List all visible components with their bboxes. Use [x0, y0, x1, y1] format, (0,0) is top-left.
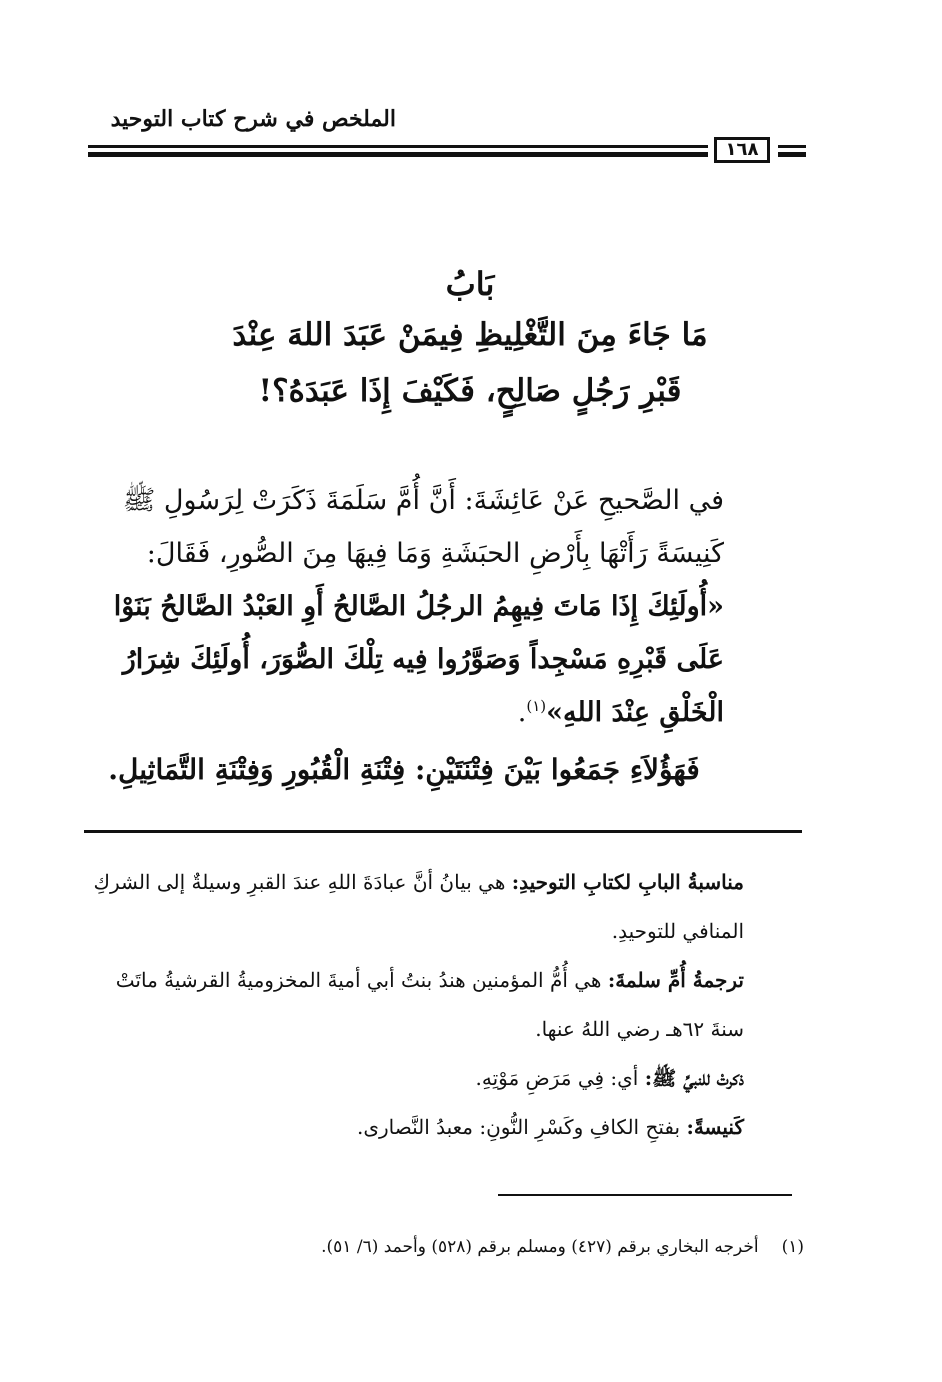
hadith-intro: في الصَّحيحِ عَنْ عَائِشَةَ: أَنَّ أُمَّ سَلَمَةَ ذَكَرَتْ لِرَسُولِ ﷺ كَنِيسَةً رَأَتْهَا بِأَرْضِ الحبَشَةِ وَمَا فِيهَا مِنَ الصُّورِ، فَقَالَ: [122, 485, 724, 569]
commentary-text: هي بيانُ أنَّ عبادَةَ اللهِ عندَ القبرِ وسيلةٌ إلى الشركِ المنافي للتوحيدِ. [93, 870, 744, 943]
header-rule-thin [88, 145, 708, 148]
commentary-item [84, 858, 744, 956]
commentary-term: ترجمةُ أُمِّ سلمةَ: [607, 968, 744, 992]
running-title: الملخص في شرح كتاب التوحيد [110, 106, 396, 132]
hadith-quote: «أُولَئِكَ إِذَا مَاتَ فِيهِمُ الرجُلُ الصَّالحُ أَوِ العَبْدُ الصَّالحُ بَنَوْا عَلَى قَبْرِهِ مَسْجِداً وَصَوَّرُوا فِيه تِلْكَ الصُّوَرَ، أُولَئِكَ شِرَارُ الْخَلْقِ عِنْدَ اللهِ» [113, 591, 724, 728]
commentary-term: كَنيسةً: [686, 1115, 744, 1139]
end-mark: . [517, 697, 527, 728]
header-rule-thick [88, 152, 708, 157]
commentary-text: هي أُمُّ المؤمنين هندُ بنتُ أبي أميةَ المخزوميةُ القرشيةُ ماتَتْ سنةَ ٦٢هـ رضي اللهُ عنها. [115, 968, 744, 1041]
commentary-term: ذكرتْ للنبيِّ ﷺ: [644, 1066, 744, 1090]
hadith-paragraph [84, 474, 724, 739]
footnote [100, 1232, 804, 1262]
chapter-title-line-2: قَبْرِ رَجُلٍ صَالِحٍ، فَكَيْفَ إِذَا عَبَدَهُ؟! [258, 373, 682, 409]
commentary-text: أي: فِي مَرَضِ مَوْتِهِ. [475, 1066, 645, 1090]
commentary-item [84, 956, 744, 1054]
chapter-label: بَابُ [445, 265, 495, 303]
header-rule-right-thin [778, 145, 806, 148]
chapter-title-line-1: مَا جَاءَ مِنَ التَّغْلِيظِ فِيمَنْ عَبَدَ اللهَ عِنْدَ [232, 317, 708, 353]
commentary-text: بفتحِ الكافِ وكَسْرِ النُّونِ: معبدُ النَّصارى. [356, 1115, 687, 1139]
page-number: ١٦٨ [714, 137, 770, 163]
commentary-separator [84, 830, 802, 833]
commentary-item [84, 1054, 744, 1103]
footnote-text: أخرجه البخاري برقم (٤٢٧) ومسلم برقم (٥٢٨) وأحمد (٦/ ٥١). [321, 1237, 759, 1257]
conclusion-line: فَهَؤُلاَءِ جَمَعُوا بَيْنَ فِتْنَتَيْنِ: فِتْنَةِ الْقُبُورِ وَفِتْنَةِ التَّمَاثِيلِ. [108, 753, 700, 786]
footnote-number: (١) [781, 1237, 804, 1257]
header-rule-right-thick [778, 152, 806, 157]
commentary-term: مناسبةُ البابِ لكتابِ التوحيدِ: [511, 870, 744, 894]
commentary-item [84, 1103, 744, 1152]
footnote-separator [498, 1194, 792, 1196]
footnote-reference[interactable]: (١) [526, 697, 547, 715]
